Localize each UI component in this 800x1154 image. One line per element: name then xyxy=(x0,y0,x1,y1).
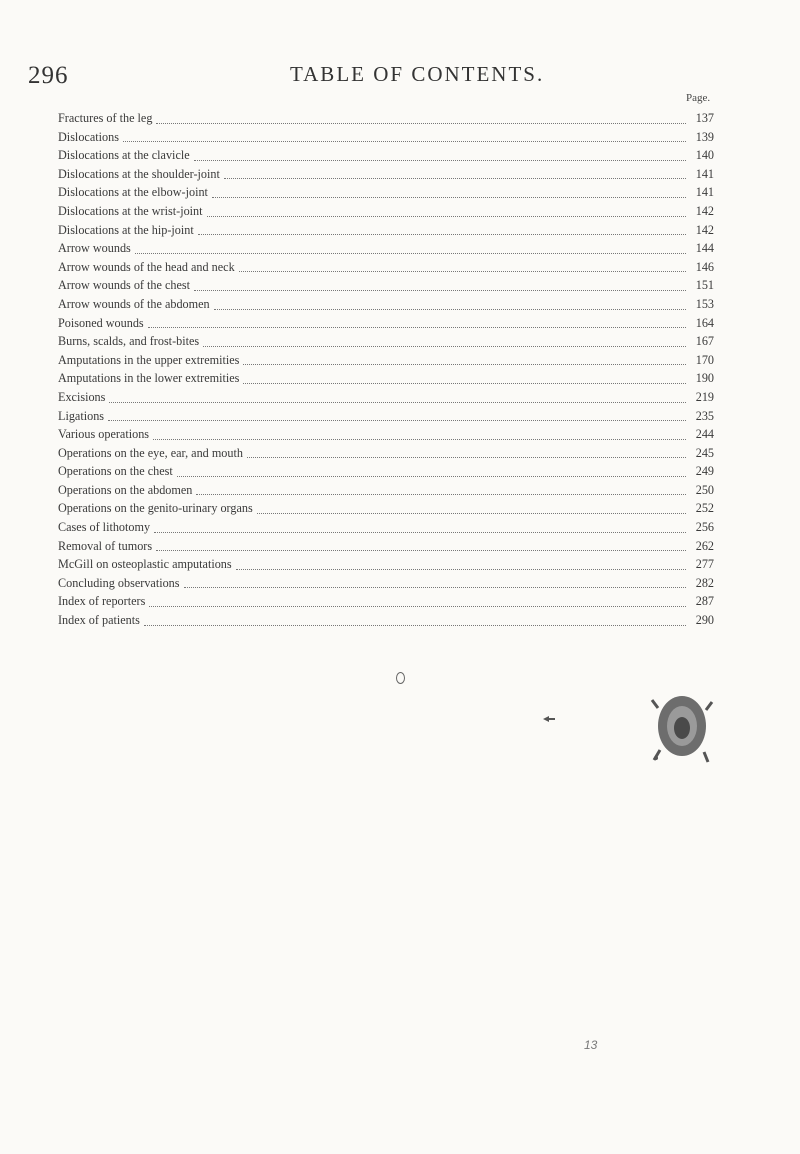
toc-entry-title: Concluding observations xyxy=(58,575,180,590)
toc-entry xyxy=(58,146,714,165)
toc-entry-page: 142 xyxy=(695,222,714,237)
dot-leader xyxy=(148,326,686,328)
dot-leader xyxy=(198,233,686,235)
dot-leader xyxy=(247,456,686,458)
toc-entry-title: Dislocations xyxy=(58,129,119,144)
toc-entry-page: 190 xyxy=(695,371,714,386)
dot-leader xyxy=(224,177,686,179)
toc-entry-page: 170 xyxy=(695,352,714,367)
toc-entry xyxy=(58,425,714,444)
toc-entry-page: 252 xyxy=(695,501,714,516)
toc-entry xyxy=(58,499,714,518)
pointer-arrow-icon xyxy=(543,716,555,722)
toc-entry xyxy=(58,574,714,593)
table-of-contents xyxy=(58,109,714,630)
toc-entry-title: Operations on the chest xyxy=(58,464,173,479)
toc-entry-title: Fractures of the leg xyxy=(58,111,153,125)
toc-entry-title: Amputations in the lower extremities xyxy=(58,371,240,386)
dot-leader xyxy=(144,624,686,626)
dot-leader xyxy=(194,289,686,291)
toc-entry-title: Operations on the abdomen xyxy=(58,482,193,497)
toc-entry-title: Excisions xyxy=(58,389,106,404)
toc-entry-page: 290 xyxy=(695,613,714,628)
toc-entry-page: 146 xyxy=(695,259,714,274)
toc-entry-title: Dislocations at the clavicle xyxy=(58,148,190,163)
dot-leader xyxy=(212,196,686,198)
page-column-label: Page. xyxy=(686,92,711,104)
dot-leader xyxy=(108,419,686,421)
dot-leader xyxy=(207,215,686,217)
toc-entry-page: 164 xyxy=(695,315,714,330)
toc-entry-page: 144 xyxy=(695,241,714,256)
toc-entry-title: Burns, scalds, and frost-bites xyxy=(58,334,200,349)
toc-entry-page: 142 xyxy=(695,203,714,218)
dot-leader xyxy=(156,122,686,124)
toc-entry-title: Index of patients xyxy=(58,613,140,628)
toc-entry-page: 153 xyxy=(695,296,714,311)
toc-entry xyxy=(58,481,714,500)
toc-entry xyxy=(58,314,714,333)
ring-mark xyxy=(396,672,405,684)
toc-entry-page: 141 xyxy=(695,166,714,181)
dot-leader xyxy=(153,438,686,440)
dot-leader xyxy=(236,568,686,570)
dot-leader xyxy=(243,363,686,365)
dot-leader xyxy=(109,401,686,403)
toc-entry xyxy=(58,444,714,463)
toc-entry-title: Poisoned wounds xyxy=(58,315,144,330)
toc-entry xyxy=(58,165,714,184)
toc-entry-page: 245 xyxy=(695,445,714,460)
toc-entry xyxy=(58,407,714,426)
toc-entry xyxy=(58,332,714,351)
dot-leader xyxy=(214,308,686,310)
toc-entry-page: 277 xyxy=(695,557,714,572)
toc-entry xyxy=(58,369,714,388)
toc-entry-title: Dislocations at the elbow-joint xyxy=(58,185,208,200)
toc-entry-page: 287 xyxy=(695,594,714,609)
toc-entry-page: 141 xyxy=(695,185,714,200)
toc-entry xyxy=(58,239,714,258)
toc-entry xyxy=(58,276,714,295)
toc-entry-page: 249 xyxy=(695,464,714,479)
dot-leader xyxy=(257,512,686,514)
toc-entry-page: 139 xyxy=(695,129,714,144)
dot-leader xyxy=(243,382,686,384)
toc-entry-page: 262 xyxy=(695,538,714,553)
toc-entry-title: Cases of lithotomy xyxy=(58,520,151,535)
toc-entry xyxy=(58,202,714,221)
toc-entry-title: Arrow wounds of the chest xyxy=(58,278,191,293)
toc-entry xyxy=(58,592,714,611)
toc-entry-page: 282 xyxy=(695,575,714,590)
toc-entry-page: 219 xyxy=(695,389,714,404)
toc-entry xyxy=(58,388,714,407)
dot-leader xyxy=(184,586,686,588)
toc-entry-title: Dislocations at the wrist-joint xyxy=(58,203,203,218)
toc-entry-title: Arrow wounds xyxy=(58,241,131,256)
folio-mark: 13 xyxy=(584,1038,598,1052)
toc-entry-page: 235 xyxy=(695,408,714,423)
toc-entry-title: Dislocations at the hip-joint xyxy=(58,222,194,237)
toc-entry xyxy=(58,183,714,202)
dot-leader xyxy=(149,605,686,607)
toc-entry xyxy=(58,611,714,630)
toc-entry-page: 137 xyxy=(695,111,714,125)
toc-entry-page: 167 xyxy=(695,334,714,349)
toc-entry-title: Amputations in the upper extremities xyxy=(58,352,240,367)
toc-entry xyxy=(58,128,714,147)
toc-entry-page: 250 xyxy=(695,482,714,497)
toc-entry xyxy=(58,109,714,128)
toc-entry-title: Dislocations at the shoulder-joint xyxy=(58,166,220,181)
dot-leader xyxy=(196,493,686,495)
page-number: 296 xyxy=(28,62,69,89)
toc-entry-title: Arrow wounds of the abdomen xyxy=(58,296,210,311)
dot-leader xyxy=(156,549,686,551)
dot-leader xyxy=(177,475,686,477)
toc-entry xyxy=(58,518,714,537)
toc-entry-title: Various operations xyxy=(58,427,150,442)
toc-entry-title: Removal of tumors xyxy=(58,538,153,553)
toc-entry xyxy=(58,258,714,277)
toc-entry-title: Ligations xyxy=(58,408,105,423)
toc-entry xyxy=(58,295,714,314)
toc-entry-page: 140 xyxy=(695,148,714,163)
toc-entry-title: Operations on the genito-urinary organs xyxy=(58,501,253,516)
toc-entry xyxy=(58,221,714,240)
toc-entry xyxy=(58,351,714,370)
toc-entry-page: 244 xyxy=(695,427,714,442)
toc-entry-title: Operations on the eye, ear, and mouth xyxy=(58,445,243,460)
dot-leader xyxy=(123,140,686,142)
toc-entry xyxy=(58,462,714,481)
toc-entry-page: 256 xyxy=(695,520,714,535)
toc-entry-page: 151 xyxy=(695,278,714,293)
running-head: TABLE OF CONTENTS. xyxy=(290,62,545,86)
dot-leader xyxy=(154,531,686,533)
toc-entry-title: Arrow wounds of the head and neck xyxy=(58,259,235,274)
toc-entry xyxy=(58,537,714,556)
dot-leader xyxy=(239,270,686,272)
library-stamp-icon xyxy=(648,688,714,768)
toc-entry xyxy=(58,555,714,574)
dot-leader xyxy=(194,159,686,161)
toc-entry-title: Index of reporters xyxy=(58,594,146,609)
dot-leader xyxy=(203,345,686,347)
toc-entry-title: McGill on osteoplastic amputations xyxy=(58,557,232,572)
dot-leader xyxy=(135,252,686,254)
